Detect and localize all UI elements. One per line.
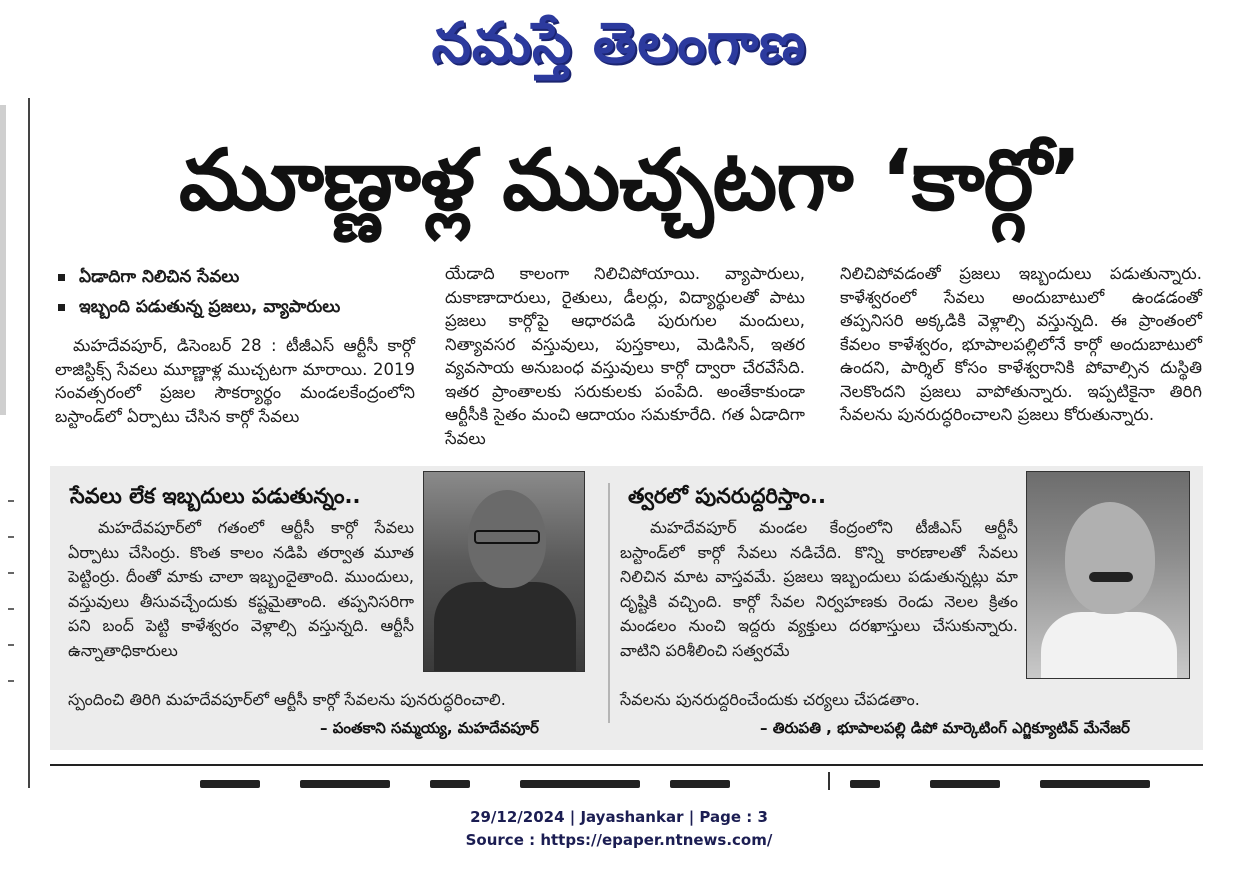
article-paragraph: యేడాది కాలంగా నిలిచిపోయాయి. వ్యాపారులు, దుకాణాదారులు, రైతులు, డీలర్లు, విద్యార్థులతో పాటు ప్రజలు కార్గోపై ఆధారపడి పురుగుల మందులు, నిత్యావసర వస్తువులు, పుస్తకాలు, మెడిసిన్, ఇతర వ్యవసాయ అనుబంధ వస్తువులు కార్గో ద్వారా చేరవేసేది. ఇతర ప్రాంతాలకు సరుకులకు పంపేది. అంతేకాకుండా ఆర్టీసీకి సైతం మంచి ఆదాయం సమకూరేది. గత ఏడాదిగా సేవలు bbox=[445, 264, 805, 448]
quote-right-body-end: సేవలను పునరుద్దరించేందుకు చర్యలు చేపడతాం. bbox=[620, 690, 920, 709]
footer-date-edition: 29/12/2024 | Jayashankar | Page : 3 bbox=[470, 808, 768, 826]
person-photo-right bbox=[1026, 471, 1190, 679]
person-photo-left bbox=[423, 471, 585, 672]
newspaper-logo: నమస్తే తెలంగాణ bbox=[431, 11, 807, 76]
bullet-square-icon bbox=[58, 274, 65, 281]
footer-source-link[interactable]: Source : https://epaper.ntnews.com/ bbox=[465, 831, 773, 849]
quote-left-signature: – పంతకాని సమ్మయ్య, మహదేవపూర్ bbox=[320, 719, 539, 737]
article-column-1 bbox=[55, 262, 415, 428]
adjacent-page-edge bbox=[0, 105, 6, 415]
quote-left-body: మహదేవపూర్‌లో గతంలో ఆర్టీసీ కార్గో సేవలు ఏర్పాటు చేసింర్రు. కొంత కాలం నడిపి తర్వాత మూత పెట్టింర్రు. దీంతో మాకు చాలా ఇబ్బందైతాంది. ముందులు, వస్తువులు తీసువచ్చేందుకు కష్టమైతాంది. తప్పనిసరిగా పని బంద్ పెట్టి కాళేశ్వరం వెళ్లాల్సి వస్తున్నది. ఆర్టీసీ ఉన్నాతాధికారులు bbox=[68, 518, 414, 660]
headline: మూణ్ణాళ్ల ముచ్చటగా ‘కార్గో’ bbox=[179, 131, 1081, 229]
article-paragraph: నిలిచిపోవడంతో ప్రజలు ఇబ్బందులు పడుతున్నారు. కాళేశ్వరంలో సేవలు అందుబాటులో ఉండడంతో తప్పనిసరి అక్కడికి వెళ్లాల్సి వస్తున్నది. ఈ ప్రాంతంలో కేవలం కాళేశ్వరం, భూపాలపల్లిలోనే కార్గో అందుబాటులో ఉందని, పార్శిల్ కోసం కాళేశ్వరానికి పోవాల్సిన దుస్థితి నెలకొందని ప్రజలు వాపోతున్నారు. ఇప్పటికైనా తిరిగి సేవలను పునరుద్ధరించాలని ప్రజలు కోరుతున్నారు. bbox=[840, 264, 1202, 424]
bullet-square-icon bbox=[58, 304, 65, 311]
article-column-3 bbox=[840, 262, 1202, 427]
masthead bbox=[0, 0, 1238, 90]
section-rule bbox=[50, 764, 1203, 766]
quote-right-signature: – తిరుపతి , భూపాలపల్లి డిపో మార్కెటింగ్ ఎగ్జిక్యూటివ్ మేనేజర్ bbox=[760, 719, 1130, 737]
bullet-list bbox=[55, 262, 415, 322]
article-paragraph: మహదేవపూర్, డిసెంబర్ 28 : టీజీఎస్ ఆర్టీసీ కార్గో లాజిస్టిక్స్ సేవలు మూణ్ణాళ్ల ముచ్చటగా మారాయి. 2019 సంవత్సరంలో ప్రజల సౌకర్యార్థం మండలకేంద్రంలోని బస్టాండ్‌లో ఏర్పాటు చేసిన కార్గో సేవలు bbox=[55, 336, 415, 426]
quote-left-title: సేవలు లేక ఇబ్బదులు పడుతున్నం.. bbox=[70, 484, 361, 508]
cut-off-next-headline bbox=[50, 780, 1203, 790]
adjacent-page-marks bbox=[0, 500, 20, 760]
quote-left-body-end: స్పందించి తిరిగి మహదేవపూర్‌లో ఆర్టీసీ కార్గో సేవలను పునరుద్ధరించాలి. bbox=[68, 690, 506, 709]
article-column-2 bbox=[445, 262, 805, 450]
bullet-item: ఇబ్బంది పడుతున్న ప్రజలు, వ్యాపారులు bbox=[55, 292, 415, 322]
bullet-item: ఏడాదిగా నిలిచిన సేవలు bbox=[55, 262, 415, 292]
quotes-divider bbox=[608, 483, 610, 723]
page-footer bbox=[0, 806, 1238, 852]
quote-right-body: మహదేవపూర్ మండల కేంద్రంలోని టీజీఎస్ ఆర్టీసీ బస్టాండ్‌లో కార్గో సేవలు నడిచేది. కొన్ని కారణాలతో సేవలు నిలిచిన మాట వాస్తవమే. ప్రజలు ఇబ్బందులు పడుతున్నట్లు మా దృష్టికి వచ్చింది. కార్గో సేవల నిర్వహణకు రెండు నెలల క్రితం మండలం నుంచి ఇద్దరు వ్యక్తులు దరఖాస్తులు చేసుకున్నారు. వాటిని పరిశీలించి సత్వరమే bbox=[620, 518, 1018, 660]
quote-right-title: త్వరలో పునరుద్దరిస్తాం.. bbox=[628, 484, 826, 508]
